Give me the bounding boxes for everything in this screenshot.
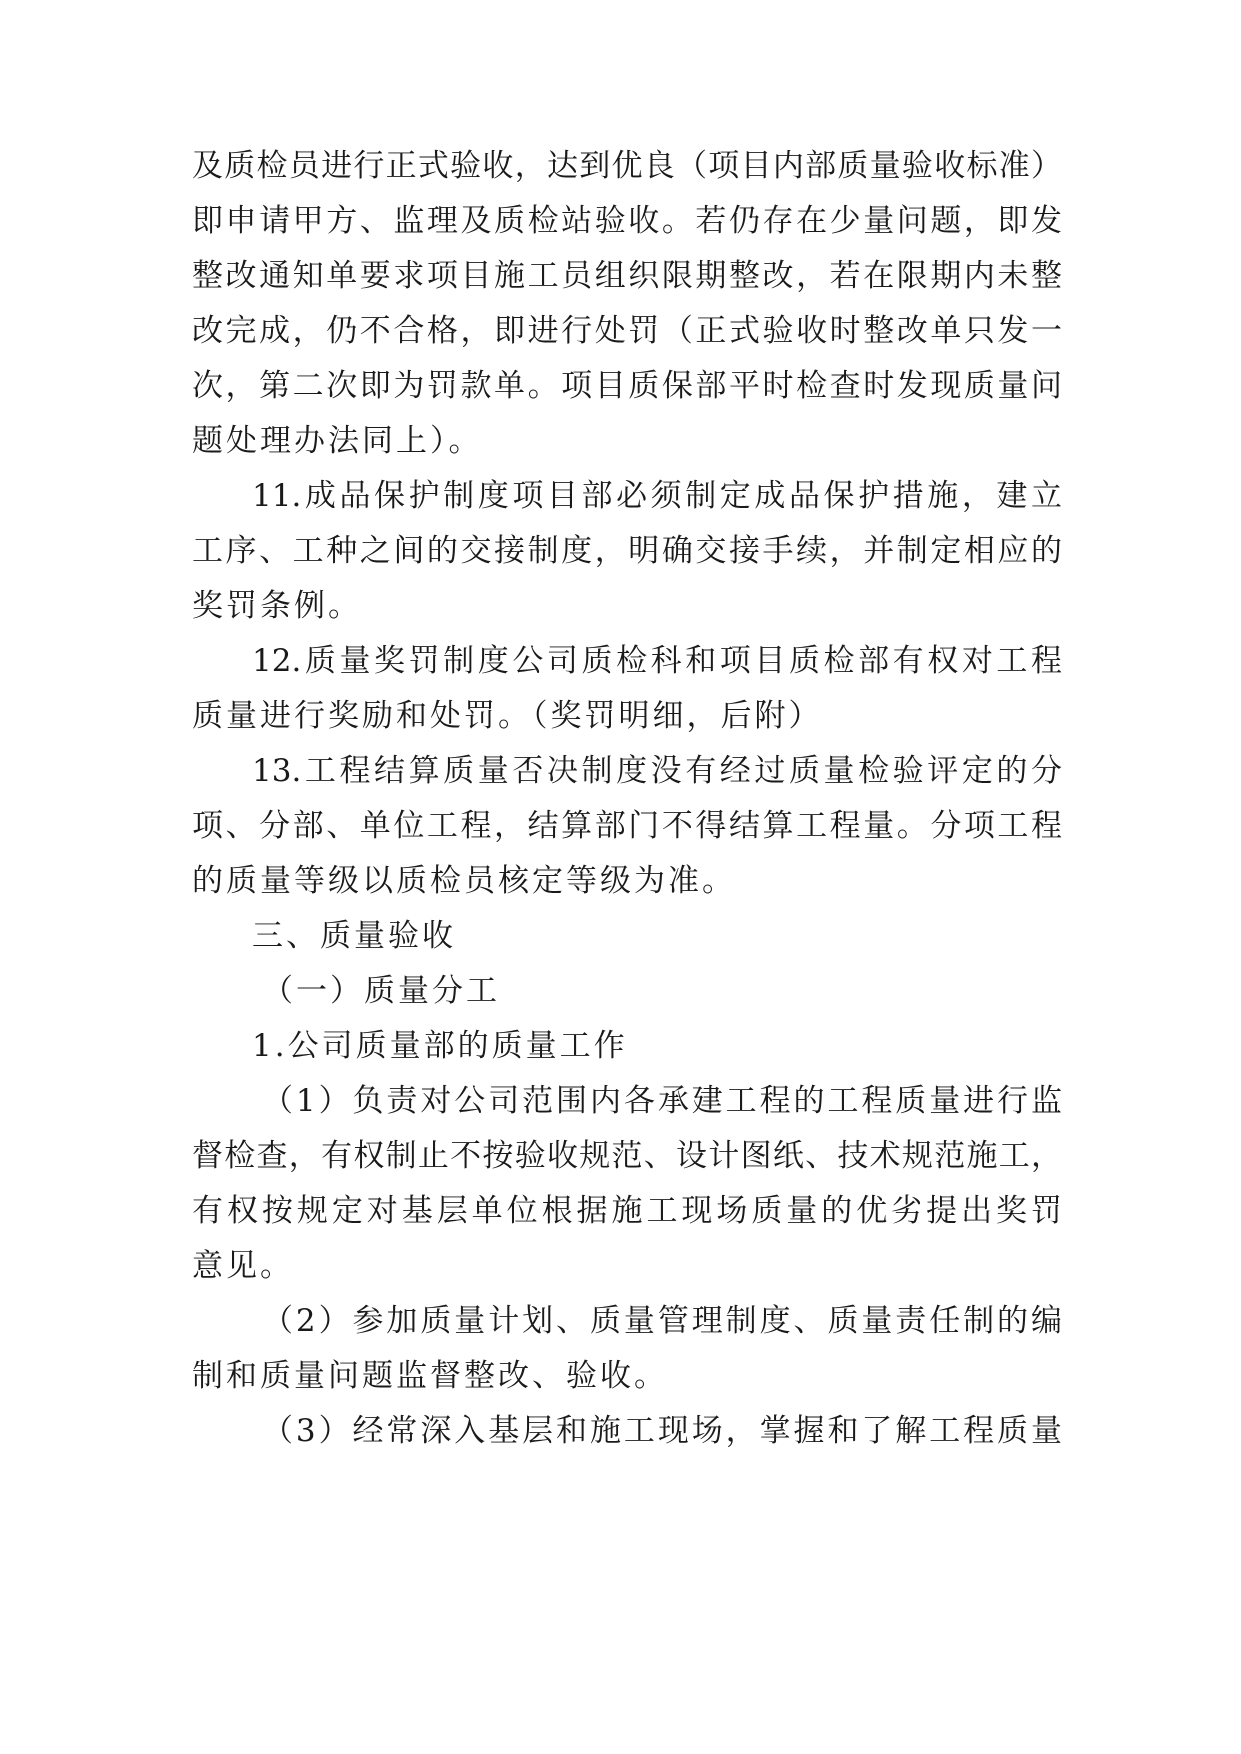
item-heading: 1.公司质量部的质量工作 — [252, 1028, 628, 1064]
text-line: （3）经常深入基层和施工现场，掌握和了解工程质量 — [262, 1413, 1062, 1449]
text-line: 及质检员进行正式验收，达到优良（项目内部质量验收标准） — [192, 148, 1062, 184]
text-line: 项、分部、单位工程，结算部门不得结算工程量。分项工程 — [192, 808, 1062, 844]
text-line: 督检查，有权制止不按验收规范、设计图纸、技术规范施工， — [192, 1138, 1062, 1174]
text-line: 工序、工种之间的交接制度，明确交接手续，并制定相应的 — [192, 533, 1062, 569]
text-line: 质量进行奖励和处罚。（奖罚明细，后附） — [192, 698, 823, 734]
text-line: （2）参加质量计划、质量管理制度、质量责任制的编 — [262, 1303, 1062, 1339]
text-line: 改完成，仍不合格，即进行处罚（正式验收时整改单只发一 — [192, 313, 1062, 349]
text-line: 的质量等级以质检员核定等级为准。 — [192, 863, 736, 899]
text-line: 意见。 — [192, 1248, 294, 1284]
text-line: 12.质量奖罚制度公司质检科和项目质检部有权对工程 — [252, 643, 1062, 679]
text-line: 题处理办法同上）。 — [192, 423, 483, 459]
text-line: 次，第二次即为罚款单。项目质保部平时检查时发现质量问 — [192, 368, 1062, 404]
text-line: （1）负责对公司范围内各承建工程的工程质量进行监 — [262, 1083, 1062, 1119]
text-line: 即申请甲方、监理及质检站验收。若仍存在少量问题，即发 — [192, 203, 1062, 239]
text-line: 整改通知单要求项目施工员组织限期整改，若在限期内未整 — [192, 258, 1062, 294]
text-line: 奖罚条例。 — [192, 588, 362, 624]
subsection-heading: （一）质量分工 — [262, 973, 500, 1009]
section-heading: 三、质量验收 — [252, 918, 456, 954]
text-line: 有权按规定对基层单位根据施工现场质量的优劣提出奖罚 — [192, 1193, 1062, 1229]
text-line: 制和质量问题监督整改、验收。 — [192, 1358, 668, 1394]
text-line: 13.工程结算质量否决制度没有经过质量检验评定的分 — [252, 753, 1062, 789]
text-line: 11.成品保护制度项目部必须制定成品保护措施，建立 — [252, 478, 1062, 514]
